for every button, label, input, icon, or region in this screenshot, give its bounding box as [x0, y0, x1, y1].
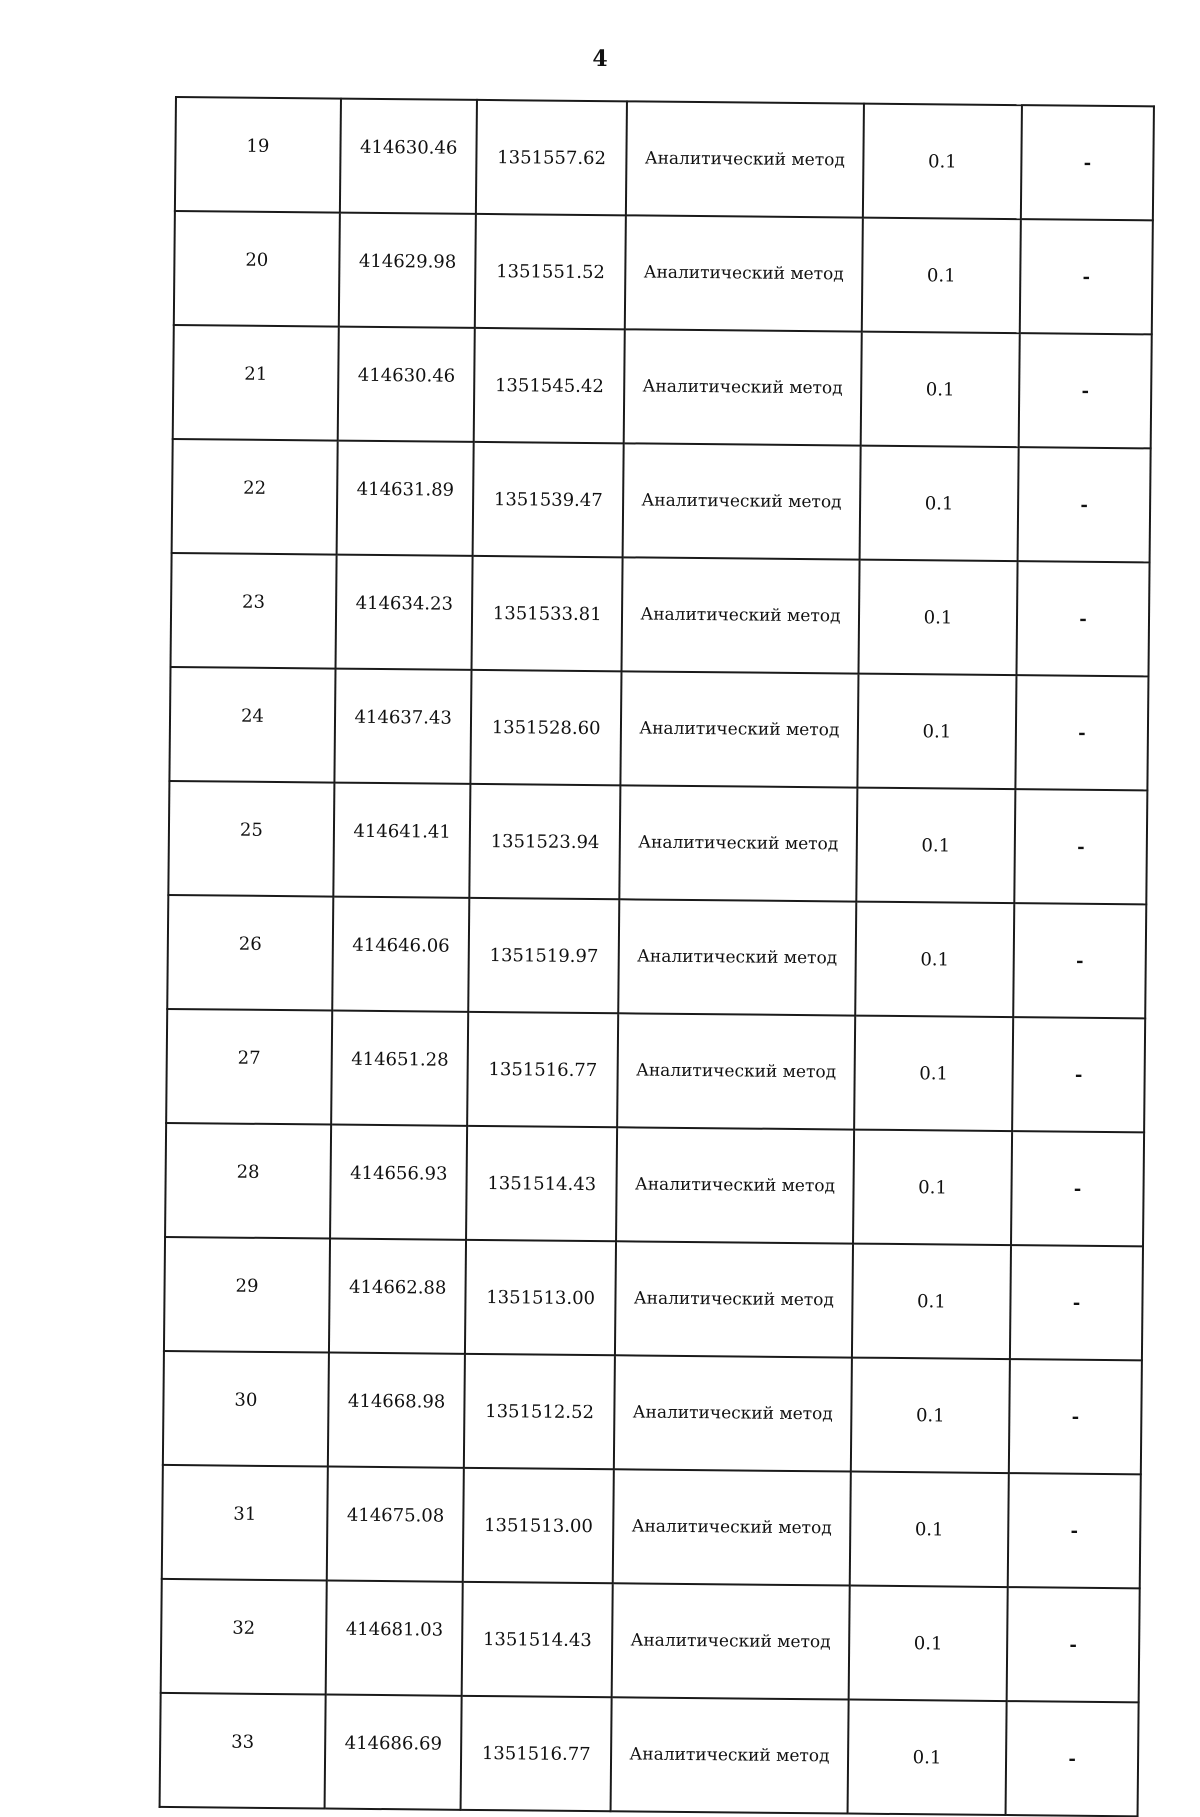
y-coordinate-cell: 1351513.00: [465, 1240, 616, 1355]
point-number-cell: 32: [161, 1579, 327, 1695]
method-cell: Аналитический метод: [617, 1013, 855, 1129]
method-cell: Аналитический метод: [621, 557, 859, 673]
table-row: [160, 1693, 1139, 1816]
accuracy-cell: 0.1: [851, 1358, 1010, 1474]
x-coordinate-cell: 414630.46: [338, 327, 476, 442]
table-row: [174, 211, 1153, 334]
x-coordinate-cell: 414634.23: [335, 555, 473, 670]
accuracy-cell: 0.1: [861, 332, 1020, 448]
x-coordinate-cell: 414630.46: [340, 99, 478, 214]
note-cell: -: [1020, 219, 1153, 334]
table-row: [162, 1465, 1141, 1588]
method-cell: Аналитический метод: [624, 329, 862, 445]
y-coordinate-cell: 1351528.60: [471, 670, 622, 785]
table-row: [161, 1579, 1140, 1702]
point-number-cell: 29: [164, 1237, 330, 1353]
x-coordinate-cell: 414651.28: [331, 1011, 469, 1126]
note-cell: -: [1014, 789, 1147, 904]
method-cell: Аналитический метод: [612, 1583, 850, 1699]
y-coordinate-cell: 1351513.00: [463, 1468, 614, 1583]
table-row: [164, 1237, 1143, 1360]
point-number-cell: 26: [167, 895, 333, 1011]
note-cell: -: [1011, 1131, 1144, 1246]
note-cell: -: [1012, 1017, 1145, 1132]
note-cell: -: [1021, 105, 1154, 220]
accuracy-cell: 0.1: [863, 104, 1022, 220]
accuracy-cell: 0.1: [857, 674, 1016, 790]
point-number-cell: 27: [166, 1009, 332, 1125]
method-cell: Аналитический метод: [615, 1241, 853, 1357]
y-coordinate-cell: 1351514.43: [462, 1582, 613, 1697]
note-cell: -: [1008, 1473, 1141, 1588]
table-row: [172, 439, 1151, 562]
point-number-cell: 33: [160, 1693, 326, 1809]
note-cell: -: [1017, 561, 1150, 676]
x-coordinate-cell: 414637.43: [334, 669, 472, 784]
method-cell: Аналитический метод: [623, 443, 861, 559]
table-row: [163, 1351, 1142, 1474]
page-number: 4: [592, 46, 608, 72]
note-cell: -: [1018, 447, 1151, 562]
point-number-cell: 21: [173, 325, 339, 441]
accuracy-cell: 0.1: [850, 1472, 1009, 1588]
y-coordinate-cell: 1351519.97: [469, 898, 620, 1013]
accuracy-cell: 0.1: [848, 1586, 1007, 1702]
note-cell: -: [1007, 1587, 1140, 1702]
x-coordinate-cell: 414662.88: [329, 1239, 467, 1354]
method-cell: Аналитический метод: [613, 1469, 851, 1585]
y-coordinate-cell: 1351516.77: [461, 1696, 612, 1811]
accuracy-cell: 0.1: [853, 1130, 1012, 1246]
note-cell: -: [1019, 333, 1152, 448]
accuracy-cell: 0.1: [854, 1016, 1013, 1132]
table-row: [167, 895, 1146, 1018]
method-cell: Аналитический метод: [610, 1697, 848, 1813]
point-number-cell: 25: [168, 781, 334, 897]
accuracy-cell: 0.1: [862, 218, 1021, 334]
method-cell: Аналитический метод: [618, 899, 856, 1015]
y-coordinate-cell: 1351557.62: [476, 100, 627, 215]
x-coordinate-cell: 414668.98: [328, 1353, 466, 1468]
x-coordinate-cell: 414681.03: [326, 1581, 464, 1696]
point-number-cell: 23: [171, 553, 337, 669]
method-cell: Аналитический метод: [620, 671, 858, 787]
table-row: [165, 1123, 1144, 1246]
x-coordinate-cell: 414656.93: [330, 1125, 468, 1240]
method-cell: Аналитический метод: [625, 215, 863, 331]
coordinates-table-body: [160, 97, 1154, 1816]
y-coordinate-cell: 1351551.52: [475, 214, 626, 329]
method-cell: Аналитический метод: [614, 1355, 852, 1471]
accuracy-cell: 0.1: [856, 788, 1015, 904]
x-coordinate-cell: 414675.08: [327, 1467, 465, 1582]
point-number-cell: 30: [163, 1351, 329, 1467]
note-cell: -: [1010, 1245, 1143, 1360]
method-cell: Аналитический метод: [616, 1127, 854, 1243]
y-coordinate-cell: 1351516.77: [468, 1012, 619, 1127]
x-coordinate-cell: 414641.41: [333, 783, 471, 898]
table-row: [171, 553, 1150, 676]
y-coordinate-cell: 1351514.43: [467, 1126, 618, 1241]
x-coordinate-cell: 414629.98: [339, 213, 477, 328]
point-number-cell: 24: [169, 667, 335, 783]
table-row: [168, 781, 1147, 904]
table-row: [169, 667, 1148, 790]
point-number-cell: 22: [172, 439, 338, 555]
accuracy-cell: 0.1: [847, 1700, 1006, 1816]
x-coordinate-cell: 414686.69: [324, 1695, 462, 1810]
y-coordinate-cell: 1351523.94: [470, 784, 621, 899]
accuracy-cell: 0.1: [852, 1244, 1011, 1360]
y-coordinate-cell: 1351533.81: [472, 556, 623, 671]
table-row: [173, 325, 1152, 448]
accuracy-cell: 0.1: [859, 446, 1018, 562]
coordinates-table: [159, 96, 1155, 1817]
note-cell: -: [1015, 675, 1148, 790]
x-coordinate-cell: 414631.89: [336, 441, 474, 556]
y-coordinate-cell: 1351545.42: [474, 328, 625, 443]
method-cell: Аналитический метод: [626, 101, 864, 217]
point-number-cell: 20: [174, 211, 340, 327]
point-number-cell: 31: [162, 1465, 328, 1581]
accuracy-cell: 0.1: [855, 902, 1014, 1018]
accuracy-cell: 0.1: [858, 560, 1017, 676]
y-coordinate-cell: 1351539.47: [473, 442, 624, 557]
note-cell: -: [1009, 1359, 1142, 1474]
x-coordinate-cell: 414646.06: [332, 897, 470, 1012]
point-number-cell: 19: [175, 97, 341, 213]
table-row: [175, 97, 1154, 220]
method-cell: Аналитический метод: [619, 785, 857, 901]
y-coordinate-cell: 1351512.52: [464, 1354, 615, 1469]
note-cell: -: [1006, 1701, 1139, 1816]
table-row: [166, 1009, 1145, 1132]
point-number-cell: 28: [165, 1123, 331, 1239]
note-cell: -: [1013, 903, 1146, 1018]
